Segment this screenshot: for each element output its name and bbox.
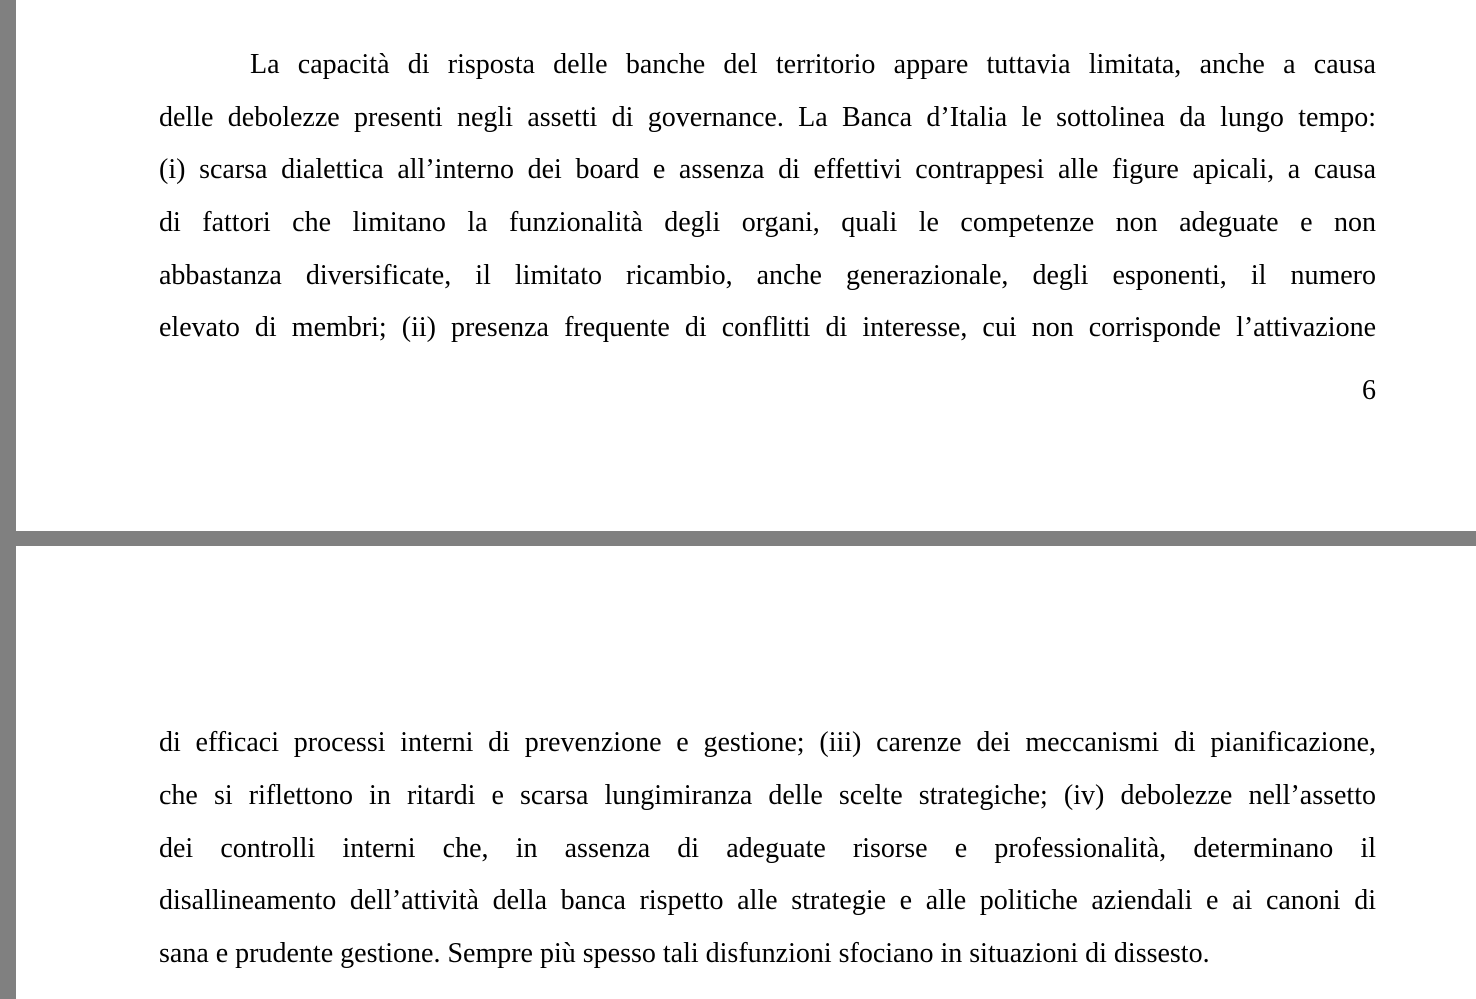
page-7 xyxy=(16,546,1476,999)
paragraph-line: disallineamento dell’attività della banca rispetto alle strategie e alle politiche aziendali e ai canoni di xyxy=(159,885,1376,916)
paragraph-line: abbastanza diversificate, il limitato ricambio, anche generazionale, degli esponenti, il numero xyxy=(159,260,1376,291)
page-6 xyxy=(16,0,1476,531)
paragraph-line: dei controlli interni che, in assenza di adeguate risorse e professionalità, determinano il xyxy=(159,833,1376,864)
paragraph-line: elevato di membri; (ii) presenza frequente di conflitti di interesse, cui non corrisponde l’attivazione xyxy=(159,312,1376,343)
paragraph-line: che si riflettono in ritardi e scarsa lungimiranza delle scelte strategiche; (iv) debolezze nell’assetto xyxy=(159,780,1376,811)
paragraph-line: sana e prudente gestione. Sempre più spesso tali disfunzioni sfociano in situazioni di dissesto. xyxy=(159,938,1210,969)
paragraph-line: delle debolezze presenti negli assetti di governance. La Banca d’Italia le sottolinea da lungo tempo: xyxy=(159,102,1376,133)
paragraph-line: (i) scarsa dialettica all’interno dei board e assenza di effettivi contrappesi alle figure apicali, a causa xyxy=(159,154,1376,185)
paragraph-line: di efficaci processi interni di prevenzione e gestione; (iii) carenze dei meccanismi di pianificazione, xyxy=(159,727,1376,758)
paragraph-line: La capacità di risposta delle banche del territorio appare tuttavia limitata, anche a causa xyxy=(250,49,1376,80)
paragraph-line: di fattori che limitano la funzionalità degli organi, quali le competenze non adeguate e non xyxy=(159,207,1376,238)
page-number: 6 xyxy=(1362,375,1376,406)
